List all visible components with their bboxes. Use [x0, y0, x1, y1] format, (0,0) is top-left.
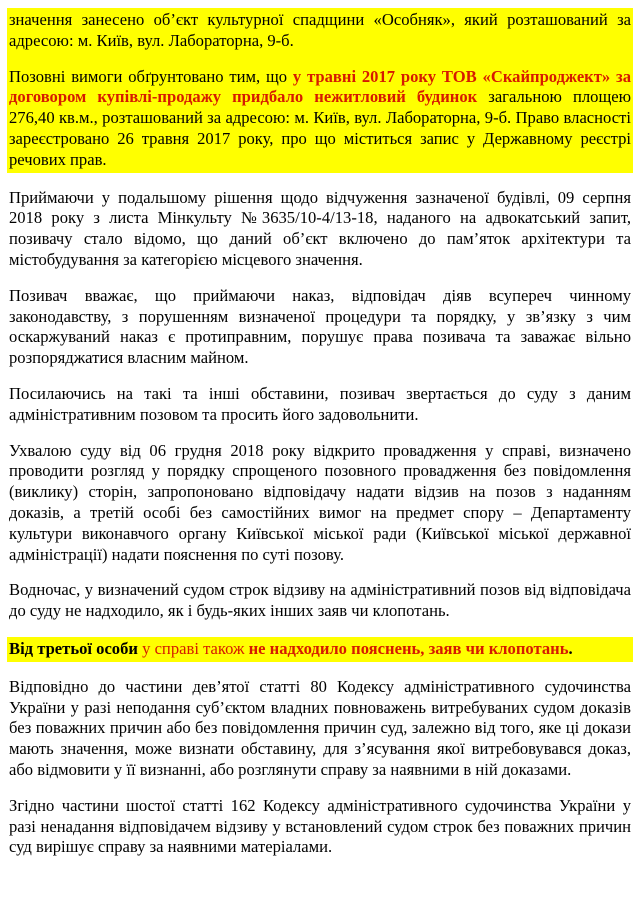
- text-run: Водночас, у визначений судом строк відзиву на адміністративний позов від відповідача до суду не надходило, як і будь-яких інших заяв чи клопотань.: [9, 580, 631, 621]
- text-run: Позовні вимоги обґрунтовано тим, що: [9, 66, 293, 86]
- text-run: Приймаючи у подальшому рішення щодо відчуження зазначеної будівлі, 09 серпня 2018 року з листа Мінкульту №3635/10-4/13-18, наданого на адвокатський запит, позивачу стало відомо, що даний об’єкт включено до пам’яток архітектури та містобудування за категорією місцевого значення.: [9, 187, 631, 269]
- text-block: [9, 677, 631, 781]
- text-run: Від третьої особи: [9, 638, 143, 658]
- highlighted-block: [7, 8, 633, 173]
- paragraph: [9, 188, 631, 271]
- paragraph: [9, 796, 631, 858]
- text-run: Відповідно до частини дев’ятої статті 80 Кодексу адміністративного судочинства України у разі неподання суб’єктом владних повноважень витребуваних судом доказів без поважних причин або без повідомлення причин суд, залежно від того, яке ці докази мають значення, може визнати обставину, для з’ясування якої витребовувався доказ, або відмовити у її визнанні, або розглянути справу за наявними в ній доказами.: [9, 676, 631, 779]
- text-block: [9, 384, 631, 426]
- text-run: не надходило пояснень, заяв чи клопотань: [248, 638, 569, 658]
- paragraph: [9, 384, 631, 426]
- text-block: [9, 441, 631, 566]
- text-run: у травні 2017 року ТОВ «Скайпроджект» за договором купівлі-продажу придбало нежитловий будинок: [9, 66, 631, 107]
- text-block: [9, 286, 631, 369]
- text-run: значення занесено об’єкт культурної спадщини «Особняк», який розташований за адресою: м. Київ, вул. Лабораторна, 9-б.: [9, 10, 631, 50]
- paragraph: [9, 639, 631, 660]
- text-run: .: [568, 638, 573, 658]
- paragraph: [9, 10, 631, 52]
- text-run: загальною площею 276,40 кв.м., розташований за адресою: м. Київ, вул. Лабораторна, 9-б. Право власності зареєстровано 26 травня 2017 року, про що міститься запис у Державному реєстрі речових прав.: [9, 87, 631, 169]
- text-run: Ухвалою суду від 06 грудня 2018 року відкрито провадження у справі, визначено проводити розгляд у порядку спрощеного позовного провадження без повідомлення (виклику) сторін, запропоновано відповідачу надати відзив на позов з наданням доказів, а третій особі без самостійних вимог на предмет спору – Департаменту культури виконавчого органу Київської міської ради (Київської міської державної адміністрації) надати пояснення по суті позову.: [9, 440, 631, 564]
- text-run: Посилаючись на такі та інші обставини, позивач звертається до суду з даним адміністративним позовом та просить його задовольнити.: [9, 383, 631, 424]
- paragraph: [9, 441, 631, 566]
- text-run: у справі також: [142, 638, 249, 658]
- highlighted-block: [7, 637, 633, 662]
- text-run: Згідно частини шостої статті 162 Кодексу адміністративного судочинства України у разі ненадання відповідачем відзиву у встановлений судом строк без поважних причин суд вирішує справу за наявними матеріалами.: [9, 795, 631, 857]
- paragraph: [9, 580, 631, 622]
- paragraph: [9, 677, 631, 781]
- text-run: Позивач вважає, що приймаючи наказ, відповідач діяв всупереч чинному законодавству, з порушенням визначеної процедури та порядку, у зв’язку з чим оскаржуваний наказ є протиправним, порушує права позивача та заважає вільно розпоряджатися власним майном.: [9, 285, 631, 368]
- paragraph: [9, 67, 631, 171]
- document-body: [9, 8, 631, 858]
- paragraph: [9, 286, 631, 369]
- text-block: [9, 796, 631, 858]
- text-block: [9, 188, 631, 271]
- text-block: [9, 580, 631, 622]
